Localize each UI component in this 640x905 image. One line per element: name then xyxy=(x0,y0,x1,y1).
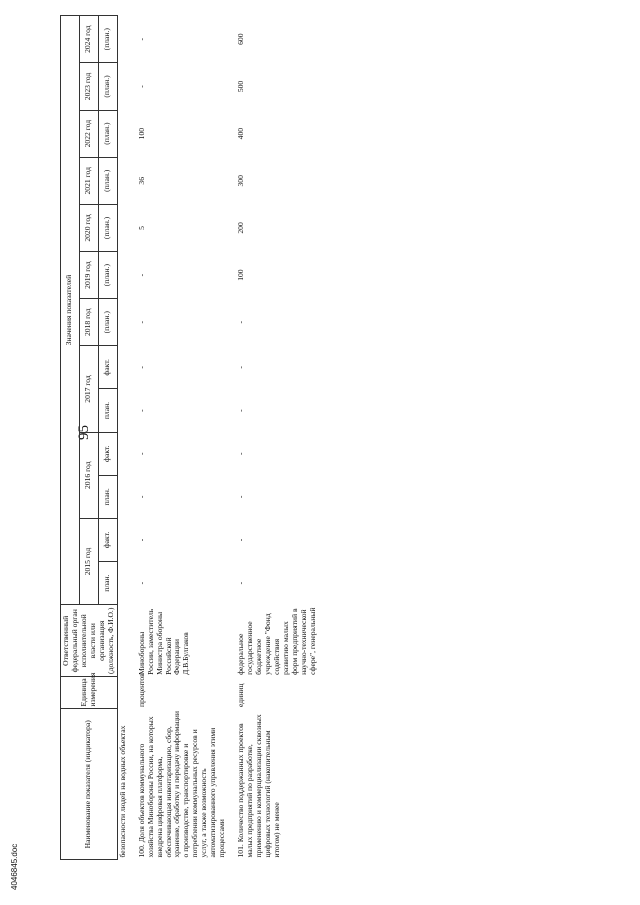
value-cell: - xyxy=(236,495,246,499)
value-cell: - xyxy=(236,320,246,324)
indicator-unit: единиц xyxy=(236,683,246,707)
value-cell: - xyxy=(136,85,146,88)
value-cell: - xyxy=(236,452,246,455)
indicator-name xyxy=(137,709,229,860)
table-body xyxy=(117,16,319,860)
header-plan: (план.) xyxy=(98,204,117,251)
header-2024: 2024 год xyxy=(79,16,98,63)
indicator-org: Минобороны России, заместитель Министра обороны Российской Федерации Д.В.Булгаков xyxy=(136,608,191,675)
header-plan: (план.) xyxy=(98,157,117,204)
value-cell: 100 xyxy=(236,269,246,281)
indicator-values-empty xyxy=(117,16,128,605)
indicator-unit xyxy=(117,677,128,709)
table-row xyxy=(137,16,229,860)
header-2021: 2021 год xyxy=(79,157,98,204)
header-responsible: Ответственный федеральный орган исполнительной власти или организация (должность, Ф.И.О.) xyxy=(61,605,118,677)
rotated-table-container xyxy=(60,15,640,860)
value-cell: 400 xyxy=(236,127,246,140)
value-cell: 36 xyxy=(136,176,146,185)
indicators-table xyxy=(60,15,319,860)
header-plan: (план.) xyxy=(98,63,117,110)
value-cell: - xyxy=(236,581,246,585)
value-cell: - xyxy=(136,452,146,455)
header-plan: (план.) xyxy=(98,16,117,63)
header-plan: план. xyxy=(98,475,117,518)
header-2017: 2017 год xyxy=(79,346,98,432)
indicator-org xyxy=(117,605,128,677)
indicator-unit: процентов xyxy=(136,673,146,707)
table-header xyxy=(61,16,118,860)
row-number: 100. xyxy=(136,844,146,858)
header-fact: факт. xyxy=(98,346,117,389)
value-cell: 300 xyxy=(236,175,246,187)
header-unit: Единица измерения xyxy=(61,677,118,709)
value-cell: 100 xyxy=(136,127,146,140)
header-fact: факт. xyxy=(98,518,117,561)
indicator-org: федеральное государственное бюджетное учреждение "Фонд содействия развитию малых форм предприятий в научно-технической сфере", генеральный xyxy=(236,607,317,675)
value-cell: - xyxy=(136,538,146,542)
table-row xyxy=(236,16,319,860)
value-cell: - xyxy=(236,409,246,412)
value-cell: - xyxy=(136,320,146,324)
value-cell: - xyxy=(236,366,246,369)
header-fact: факт. xyxy=(98,432,117,475)
indicator-name xyxy=(236,709,319,860)
value-cell: - xyxy=(136,581,146,585)
value-cell: - xyxy=(136,495,146,499)
header-values: Значения показателей xyxy=(61,16,80,605)
header-2015: 2015 год xyxy=(79,518,98,604)
header-2022: 2022 год xyxy=(79,110,98,157)
header-plan: план. xyxy=(98,389,117,432)
row-spacer xyxy=(228,16,236,860)
header-2018: 2018 год xyxy=(79,299,98,346)
indicator-name: безопасности людей на водных объектах xyxy=(117,725,127,858)
value-cell: 500 xyxy=(236,80,246,93)
value-cell: 600 xyxy=(236,33,246,45)
value-cell: 5 xyxy=(136,226,146,230)
header-2016: 2016 год xyxy=(79,432,98,518)
document-footer: 4046845.doc xyxy=(10,843,19,890)
header-plan: (план.) xyxy=(98,299,117,346)
value-cell: - xyxy=(136,366,146,369)
header-plan: план. xyxy=(98,562,117,605)
value-cell: 200 xyxy=(236,222,246,234)
row-spacer xyxy=(129,16,137,860)
indicator-name-text: Доля объектов коммунального хозяйства Минобороны России, на которых внедрена цифровая платформа, обеспечивающая инвентаризацию, сбор, хранение, обработку и передачу информации о производстве, транспортировке и потреблении коммунальных ресурсов и услуг, а также возможность автоматизированного управления этими процессами xyxy=(136,711,227,858)
row-number: 101. xyxy=(236,844,246,858)
value-cell: - xyxy=(136,37,146,41)
header-plan: (план.) xyxy=(98,110,117,157)
header-2019: 2019 год xyxy=(79,252,98,299)
page-number: 95 xyxy=(76,425,92,440)
value-cell: - xyxy=(136,273,146,277)
value-cell: - xyxy=(236,538,246,542)
indicator-name-text: Количество поддержанных проектов малых предприятий по разработке, применению и коммерциализации сквозных цифровых технологий (накопительным итогом) не менее xyxy=(236,714,282,858)
header-2020: 2020 год xyxy=(79,204,98,251)
header-plan: (план.) xyxy=(98,252,117,299)
value-cell: - xyxy=(136,409,146,412)
table-row xyxy=(117,16,128,860)
header-indicator: Наименование показателя (индикатора) xyxy=(61,709,118,860)
header-2023: 2023 год xyxy=(79,63,98,110)
